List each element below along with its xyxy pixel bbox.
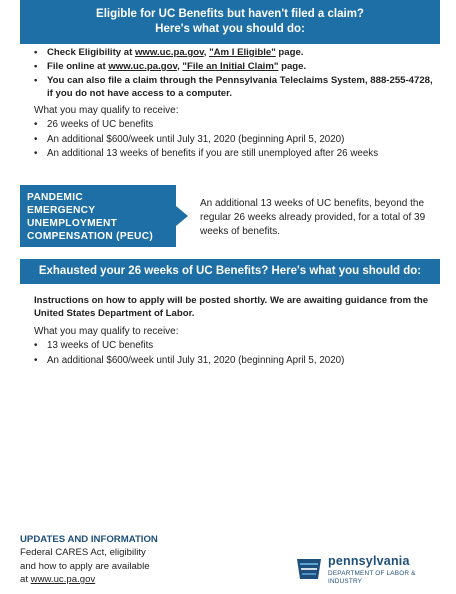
file-initial-claim-link[interactable]: "File an Initial Claim" — [182, 61, 279, 72]
peuc-arrow-icon — [176, 206, 188, 226]
eligible-banner-subtitle: Here's what you should do: — [155, 23, 305, 35]
am-i-eligible-link[interactable]: "Am I Eligible" — [209, 47, 276, 58]
list-item: • File online at www.uc.pa.gov, "File an Initial Claim" page. — [34, 60, 434, 73]
list-item: • 26 weeks of UC benefits — [34, 118, 434, 131]
peuc-label-box: PANDEMIC EMERGENCY UNEMPLOYMENT COMPENSATION (PEUC) — [20, 185, 176, 247]
exhausted-banner: Exhausted your 26 weeks of UC Benefits? Here's what you should do: — [20, 259, 440, 284]
qualify-heading: What you may qualify to receive: — [34, 105, 179, 116]
eligible-banner — [20, 0, 440, 44]
qualify-heading: What you may qualify to receive: — [34, 326, 179, 337]
instructions-text: Instructions on how to apply will be posted shortly. We are awaiting guidance from the United States Department of Labor. — [34, 295, 429, 319]
updates-body: Federal CARES Act, eligibility and how to apply are available at www.uc.pa.gov — [20, 547, 150, 585]
list-item: • An additional $600/week until July 31, 2020 (beginning April 5, 2020) — [34, 133, 434, 146]
eligible-banner-title: Eligible for UC Benefits but haven't filed a claim? — [96, 8, 364, 20]
updates-block — [20, 533, 220, 587]
pa-labor-industry-logo — [294, 553, 444, 585]
list-item: • Check Eligibility at www.uc.pa.gov, "Am I Eligible" page. — [34, 46, 434, 59]
updates-title: UPDATES AND INFORMATION — [20, 534, 158, 545]
uc-website-link[interactable]: www.uc.pa.gov — [108, 61, 178, 72]
list-item: • An additional 13 weeks of benefits if you are still unemployed after 26 weeks — [34, 147, 434, 160]
logo-name: pennsylvania — [328, 554, 410, 568]
uc-website-link[interactable]: www.uc.pa.gov — [30, 574, 96, 585]
peuc-description: An additional 13 weeks of UC benefits, beyond the regular 26 weeks already provided, for a total of 39 weeks of benefits. — [200, 198, 426, 237]
logo-department: DEPARTMENT OF LABOR & INDUSTRY — [328, 570, 416, 585]
uc-website-link[interactable]: www.uc.pa.gov — [134, 47, 204, 58]
eligible-steps-list — [34, 46, 434, 101]
benefits-list — [34, 339, 434, 368]
keystone-logo-icon — [294, 555, 324, 583]
benefits-list — [34, 118, 434, 162]
list-item: • An additional $600/week until July 31, 2020 (beginning April 5, 2020) — [34, 354, 434, 367]
list-item: • 13 weeks of UC benefits — [34, 339, 434, 352]
list-item: • You can also file a claim through the Pennsylvania Teleclaims System, 888-255-4728, if you do not have access to a computer. — [34, 74, 434, 100]
